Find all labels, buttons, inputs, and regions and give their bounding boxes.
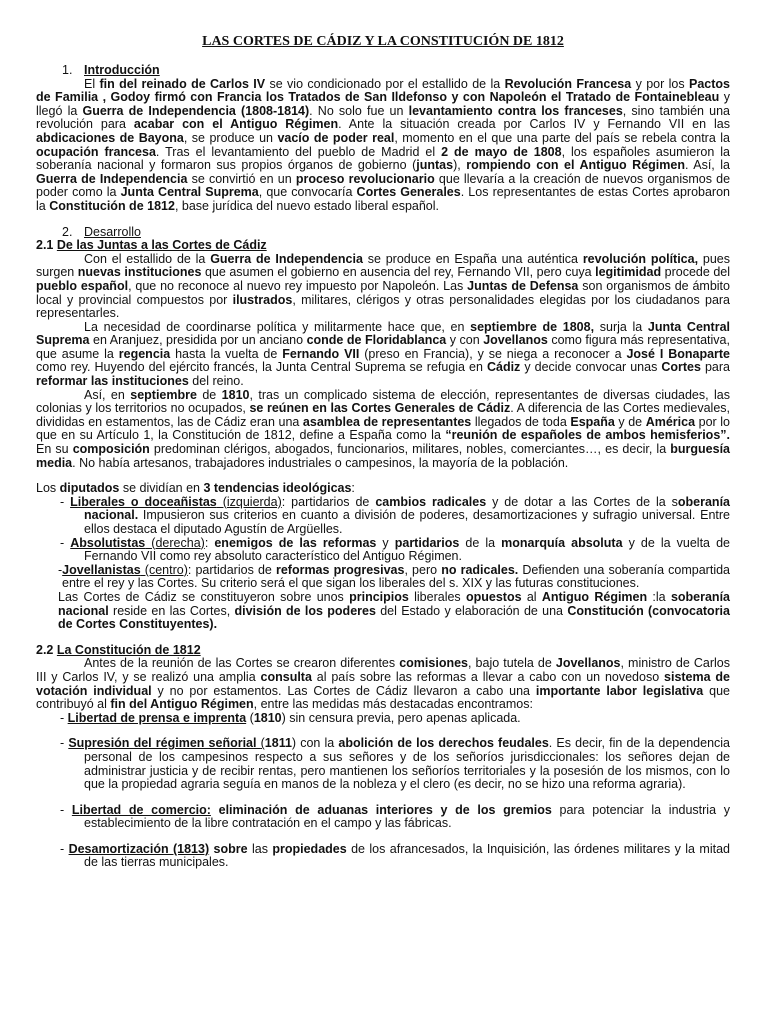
text-run: que llevaría a la creación de nuevos organismos de poder como la	[36, 171, 731, 200]
text-run: . Los representantes de estas Cortes aprobaron la	[36, 185, 730, 213]
tendencias-intro	[36, 482, 730, 496]
text-run: división de los poderes	[234, 603, 376, 618]
text-run: , pero	[404, 562, 442, 577]
text-run: . A diferencia de las Cortes medievales, divididas en estamentos, las de Cádiz eran una	[36, 401, 730, 429]
text-run: :	[204, 535, 215, 550]
text-run	[211, 803, 219, 817]
text-run: Juntas de Defensa	[467, 278, 579, 293]
text-run: 1810	[253, 710, 282, 725]
text-run: ocupación francesa	[36, 144, 156, 159]
text-run: las	[247, 841, 273, 856]
text-run: por lo que en su Artículo 1, la Constitución de 1812, define a España como la	[36, 414, 730, 443]
text-run: y de la vuelta de Fernando VII como rey absoluto característico del Antiguo Régimen.	[84, 535, 730, 564]
text-run: . Ante la situación creada por Carlos IV y Fernando VII en las	[338, 117, 730, 132]
text-run: : partidarios de	[187, 562, 276, 577]
text-run: se reúnen en las Cortes Generales de Cádiz	[249, 401, 511, 416]
text-run: regencia	[118, 346, 171, 361]
text-run: fin del reinado de Carlos IV	[99, 76, 266, 91]
text-run: , ministro de Carlos III y Carlos IV, y se realizó una amplia	[36, 656, 730, 684]
text-run: Guerra de Independencia (1808-1814)	[82, 103, 310, 118]
subsection-2-1-heading	[36, 239, 730, 253]
text-run: abdicaciones de Bayona	[36, 130, 184, 145]
text-run: del reino.	[188, 374, 244, 389]
text-run: liberales	[408, 589, 466, 604]
text-run: . Así, la	[684, 158, 730, 173]
text-run: , los españoles asumieron la soberanía nacional y formaron sus propios órganos de gobierno (	[36, 144, 730, 173]
medida-libertad-prensa	[36, 712, 730, 726]
text-run: comisiones	[399, 656, 468, 671]
text-run: , que convocaría	[258, 185, 357, 200]
text-run: abolición de los derechos feudales	[338, 736, 549, 751]
text-run: opuestos	[465, 589, 522, 604]
text-run: legitimidad	[595, 265, 662, 280]
text-run: Pactos de Familia , Godoy firmó con Francia los Tratados de San Ildefonso y con Napoleón el Tratado de Fontainebleau	[36, 76, 730, 105]
section-2-heading	[36, 226, 730, 240]
text-run: (centro)	[140, 562, 188, 577]
text-run: 2.2	[36, 642, 54, 657]
text-run: acabar con el Antiguo Régimen	[133, 117, 339, 132]
text-run: Jovellanos	[555, 656, 621, 671]
text-run: pues surgen	[36, 251, 730, 280]
text-run: Antiguo Régimen	[541, 589, 648, 604]
text-run: : partidarios de	[281, 494, 376, 509]
text-run: levantamiento contra los franceses	[408, 103, 623, 118]
text-run: :la	[647, 589, 671, 604]
text-run: Las Cortes de Cádiz se constituyeron sobre unos	[58, 589, 350, 604]
text-run: -	[58, 562, 63, 577]
text-run: conde de Floridablanca	[306, 333, 447, 348]
text-run: . Es decir, fin de la dependencia personal de los campesinos respecto a sus señores y de los señoríos jurisdiccionales: los señores dejan de administrar justicia y de recibir rentas, pero mantienen los señoríos territoriales y la posesión de los mismos, con lo que la propiedad agraria seguía en manos de la nobleza y el clero (es decir, no se hizo una reforma agraria).	[84, 736, 730, 792]
text-run: :	[351, 481, 355, 496]
text-run: Guerra de Independencia	[36, 171, 188, 186]
text-run: (	[246, 710, 254, 725]
text-run: septiembre de 1808,	[470, 319, 595, 334]
text-run: De las Juntas a las Cortes de Cádiz	[56, 238, 267, 253]
text-run: se produce en España una auténtica	[362, 251, 583, 266]
text-run: pueblo español	[36, 278, 129, 293]
text-run: . No había artesanos, trabajadores industriales o campesinos, la mayoría de la población.	[72, 455, 569, 470]
text-run: ) con la	[291, 736, 339, 751]
text-run: para	[700, 360, 730, 375]
juntas-paragraph-1	[36, 253, 730, 321]
text-run: y con	[446, 333, 484, 348]
text-run: , sino también una revolución para	[36, 103, 731, 132]
text-run: Jovellanos	[483, 333, 548, 348]
cortes-principios	[36, 591, 730, 632]
text-run: y llegó la	[36, 90, 730, 118]
text-run: Así, en	[84, 387, 131, 402]
text-run: rompiendo con el Antiguo Régimen	[466, 158, 685, 173]
text-run: Cádiz	[486, 360, 521, 375]
text-run: reformas progresivas	[275, 562, 405, 577]
list-item-jovellanistas	[36, 564, 730, 591]
text-run: sistema de votación individual	[36, 669, 731, 698]
text-run: “reunión de españoles de ambos hemisferios”.	[445, 428, 730, 443]
text-run: de los afrancesados, la Inquisición, las órdenes militares y la mitad de las tierras municipales.	[84, 841, 730, 870]
text-run: -	[60, 841, 69, 856]
text-run: juntas	[416, 158, 454, 173]
text-run: eliminación de aduanas interiores y de los gremios	[218, 802, 552, 817]
text-run: 1811	[264, 736, 292, 751]
text-run: ) sin censura previa, pero apenas aplicada.	[281, 710, 521, 725]
text-run: España	[570, 414, 615, 429]
text-run: 2.1	[36, 238, 54, 253]
text-run: Desamortización (1813)	[68, 841, 210, 856]
text-run: -	[60, 535, 71, 550]
text-run: como rey. Huyendo del ejército francés, la Junta Central Suprema se refugia en	[36, 360, 487, 375]
text-run: revolución política,	[582, 251, 699, 266]
text-run: como figura más representativa, que asume la	[36, 333, 730, 361]
text-run: Los	[36, 481, 60, 496]
text-run: al	[521, 589, 542, 604]
text-run: Libertad de prensa e imprenta	[67, 710, 247, 725]
medida-desamortizacion	[36, 843, 730, 870]
text-run: y no por estamentos. Las Cortes de Cádiz llevaron a cabo una	[151, 683, 536, 698]
text-run: Impusieron sus criterios en cuanto a división de poderes, desamortizaciones y sufragio universal. Entre ellos destaca el diputado Agustín de Argüelles.	[84, 508, 730, 536]
text-run: -	[60, 494, 71, 509]
list-item-liberales	[36, 496, 730, 537]
text-run: burguesía media	[36, 442, 731, 470]
text-run: consulta	[260, 669, 312, 684]
text-run: asamblea de representantes	[302, 414, 472, 429]
text-run: y por los	[631, 76, 689, 91]
text-run: , militares, clérigos y otras personalidades elegidas por los ciudadanos para representarles.	[36, 292, 731, 321]
text-run: (preso en Francia), y se niega a reconocer a	[359, 346, 627, 361]
intro-paragraph	[36, 78, 730, 214]
text-run: fin del Antiguo Régimen	[110, 697, 254, 712]
text-run: Cortes Generales	[356, 185, 461, 200]
text-run: cambios radicales	[375, 494, 487, 509]
document-title: LAS CORTES DE CÁDIZ Y LA CONSTITUCIÓN DE 1812	[202, 34, 564, 49]
text-run: , que no reconoce al nuevo rey impuesto por Napoleón. Las	[128, 278, 468, 293]
text-run: y de dotar a las Cortes de la s	[486, 494, 678, 509]
text-run: En su	[36, 442, 73, 457]
text-run: 3 tendencias ideológicas	[203, 481, 352, 496]
list-item-absolutistas	[36, 537, 730, 564]
text-run: América	[645, 414, 696, 429]
text-run: septiembre	[130, 387, 197, 402]
text-run: Constitución de 1812	[49, 198, 175, 213]
text-run: sobre	[213, 841, 248, 856]
text-run: se dividían en	[119, 481, 204, 496]
text-run: surja la	[594, 319, 648, 334]
text-run: nuevas instituciones	[77, 265, 202, 280]
text-run: para potenciar la industria y establecimiento de la libre contratación en el campo y las fábricas.	[84, 802, 730, 831]
text-run: (	[260, 736, 265, 751]
medida-libertad-comercio	[36, 804, 730, 831]
text-run: Libertad de comercio:	[71, 802, 211, 817]
juntas-paragraph-2	[36, 321, 730, 389]
text-run: procede del	[661, 265, 730, 280]
text-run: reside en las Cortes,	[108, 603, 235, 618]
text-run: Junta Central Suprema	[36, 319, 731, 348]
text-run: , entre las medidas más destacadas encontramos:	[253, 697, 533, 712]
text-run: La necesidad de coordinarse política y militarmente hace que, en	[84, 319, 471, 334]
text-run: , bajo tutela de	[468, 656, 556, 671]
text-run: diputados	[59, 481, 120, 496]
text-run: y decide convocar unas	[520, 360, 662, 375]
text-run: Liberales o doceañistas	[70, 494, 217, 509]
text-run: Revolución Francesa	[504, 76, 632, 91]
juntas-paragraph-3	[36, 389, 730, 471]
text-run: Con el estallido de la	[84, 251, 211, 266]
text-run: partidarios	[394, 535, 460, 550]
text-run: ),	[453, 158, 467, 173]
text-run: propiedades	[272, 841, 347, 856]
text-run: de la	[459, 535, 502, 550]
text-run: proceso revolucionario	[295, 171, 435, 186]
text-run: La Constitución de 1812	[56, 642, 201, 657]
text-run: Guerra de Independencia	[210, 251, 363, 266]
text-run: al país sobre las reformas a llevar a cabo con un novedoso	[311, 669, 665, 684]
text-run: , momento en el que una parte del país se rebela contra la	[394, 130, 730, 145]
text-run: José I Bonaparte	[626, 346, 731, 361]
text-run: (izquierda)	[216, 494, 282, 509]
text-run: -	[60, 710, 68, 725]
text-run: -	[60, 802, 72, 817]
subsection-2-2-heading	[36, 644, 730, 658]
section-1-heading	[36, 64, 730, 78]
text-run: 2 de mayo de 1808	[441, 144, 562, 159]
text-run: soberanía nacional	[58, 589, 730, 618]
text-run: que asumen el gobierno en ausencia del rey, Fernando VII, pero cuya	[201, 265, 596, 280]
text-run: llegados de toda	[471, 414, 571, 429]
text-run: , se produce un	[183, 130, 278, 145]
section-label: Introducción	[84, 63, 160, 77]
text-run: Antes de la reunión de las Cortes se crearon diferentes	[84, 656, 400, 671]
text-run: Jovellanistas	[62, 562, 141, 577]
text-run: principios	[349, 589, 409, 604]
text-run: . No solo fue un	[309, 103, 409, 118]
text-run: -	[60, 736, 69, 751]
text-run: oberanía nacional.	[84, 494, 730, 523]
text-run: no radicales.	[441, 562, 519, 577]
text-run: del Estado y elaboración de una	[375, 603, 568, 618]
text-run: 1810	[221, 387, 250, 402]
text-run: hasta la vuelta de	[170, 346, 283, 361]
section-label: Desarrollo	[84, 224, 141, 239]
text-run: monarquía absoluta	[501, 535, 623, 550]
text-run: . Tras el levantamiento del pueblo de Madrid el	[155, 144, 442, 159]
text-run: Cortes	[661, 360, 701, 375]
text-run: , base jurídica del nuevo estado liberal español.	[174, 198, 439, 213]
section-number: 1.	[62, 63, 73, 77]
text-run: Supresión del régimen señorial	[68, 736, 261, 751]
text-run: de	[196, 387, 222, 402]
text-run: reformar las instituciones	[36, 374, 189, 389]
text-run: Fernando VII	[282, 346, 360, 361]
text-run: que contribuyó al	[36, 683, 730, 712]
text-run: composición	[72, 442, 150, 457]
text-run: enemigos de las reformas	[214, 535, 377, 550]
text-run: importante labor legislativa	[535, 683, 704, 698]
text-run: se convirtió en un	[187, 171, 296, 186]
text-run: , tras un complicado sistema de elección, representantes de diversas ciudades, las colonias y los territorios no ocupados,	[36, 387, 730, 416]
text-run: Absolutistas	[70, 535, 146, 550]
constitucion-paragraph	[36, 657, 730, 711]
text-run: son organismos de ámbito local y provincial compuestos por	[36, 278, 730, 307]
text-run: Constitución (convocatoria de Cortes Constituyentes).	[58, 603, 730, 632]
section-number: 2.	[62, 224, 73, 239]
text-run: ilustrados	[232, 292, 293, 307]
text-run: predominan clérigos, abogados, funcionarios, militares, nobles, comerciantes…, es decir, la	[149, 442, 671, 457]
text-run: vacío de poder real	[277, 130, 395, 145]
text-run: y de	[614, 414, 646, 429]
text-run: en Aranjuez, presidida por un anciano	[89, 333, 307, 348]
text-run: se vio condicionado por el estallido de la	[265, 76, 505, 91]
medida-supresion-senorial	[36, 737, 730, 791]
text-run: y	[376, 535, 395, 550]
text-run: Defienden una soberanía compartida entre el rey y las Cortes. Su criterio será el que sigan los liberales del s. XIX y las futuras constituciones.	[62, 562, 731, 591]
text-run: El	[84, 76, 100, 91]
text-run: (derecha)	[145, 535, 205, 550]
text-run: Junta Central Suprema	[120, 185, 259, 200]
